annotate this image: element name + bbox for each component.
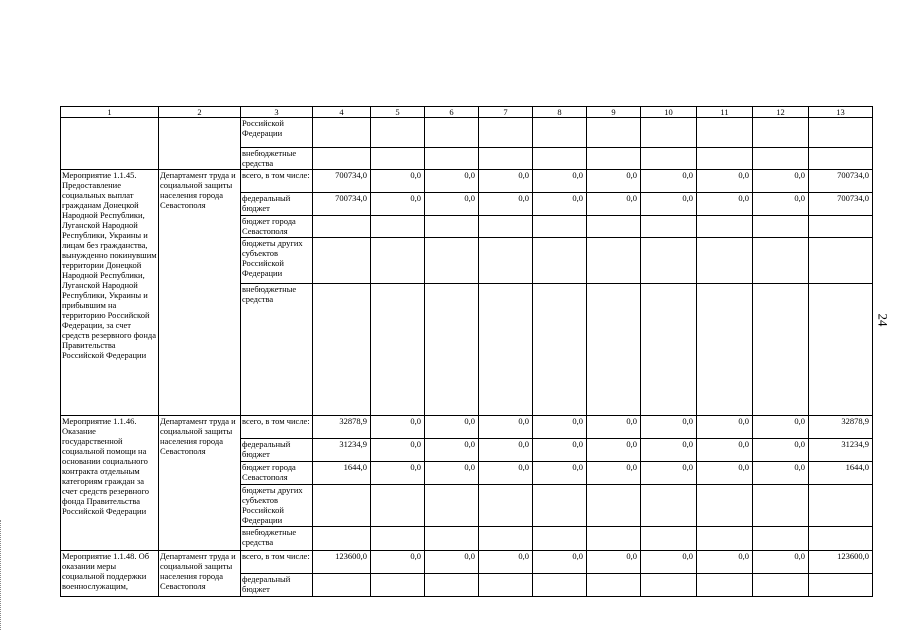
value-cell: 0,0 [641,462,697,485]
header-cell: 3 [241,107,313,118]
header-cell: 5 [371,107,425,118]
value-cell: 0,0 [753,416,809,439]
value-cell [587,574,641,597]
value-cell: 32878,9 [313,416,371,439]
value-cell: 32878,9 [809,416,873,439]
value-cell: 0,0 [753,439,809,462]
value-cell [479,238,533,284]
value-cell [641,148,697,170]
value-cell [809,485,873,527]
value-cell [425,238,479,284]
scan-margin-mark [0,520,3,630]
value-cell: 0,0 [753,193,809,216]
value-cell [809,284,873,416]
header-cell: 9 [587,107,641,118]
value-cell: 0,0 [587,462,641,485]
value-cell: 0,0 [753,551,809,574]
value-cell [641,118,697,148]
value-cell [697,118,753,148]
value-cell [533,118,587,148]
value-cell: 31234,9 [809,439,873,462]
table-row [61,170,873,193]
value-cell [697,485,753,527]
value-cell [587,148,641,170]
value-cell: 0,0 [697,193,753,216]
value-cell [533,238,587,284]
dept-cell: Департамент труда и социальной защиты населения города Севастополя [159,551,241,597]
value-cell: 0,0 [479,551,533,574]
budget-table [60,106,873,597]
value-cell: 0,0 [533,193,587,216]
value-cell: 0,0 [425,439,479,462]
value-cell: 0,0 [587,551,641,574]
value-cell [479,148,533,170]
value-cell [809,118,873,148]
value-cell [641,216,697,238]
value-cell [533,148,587,170]
value-cell [809,238,873,284]
source-cell: федеральный бюджет [241,439,313,462]
value-cell [753,284,809,416]
value-cell: 0,0 [587,416,641,439]
value-cell [479,284,533,416]
value-cell [809,527,873,551]
value-cell [425,284,479,416]
value-cell: 0,0 [479,439,533,462]
header-cell: 6 [425,107,479,118]
value-cell [697,216,753,238]
source-cell: бюджеты других субъектов Российской Федерации [241,485,313,527]
value-cell: 0,0 [425,462,479,485]
value-cell [313,485,371,527]
value-cell: 0,0 [641,416,697,439]
measure-cell: Мероприятие 1.1.46. Оказание государственной социальной помощи на основании социального контракта отдельным категориям граждан за счет средств резервного фонда Правительства Российской Федерации [61,416,159,551]
value-cell [809,574,873,597]
value-cell [753,118,809,148]
value-cell [641,284,697,416]
value-cell: 0,0 [641,439,697,462]
header-cell: 4 [313,107,371,118]
value-cell [479,574,533,597]
value-cell: 1644,0 [313,462,371,485]
value-cell: 0,0 [371,170,425,193]
value-cell: 0,0 [533,462,587,485]
value-cell [425,527,479,551]
value-cell [425,216,479,238]
source-cell: внебюджетные средства [241,148,313,170]
value-cell: 0,0 [425,170,479,193]
value-cell [533,284,587,416]
value-cell [425,485,479,527]
measure-cell [61,118,159,170]
source-cell: бюджет города Севастополя [241,462,313,485]
header-cell: 11 [697,107,753,118]
value-cell [371,284,425,416]
header-cell: 2 [159,107,241,118]
value-cell: 0,0 [533,416,587,439]
value-cell [371,485,425,527]
value-cell [533,216,587,238]
dept-cell: Департамент труда и социальной защиты населения города Севастополя [159,170,241,416]
header-cell: 1 [61,107,159,118]
header-cell: 8 [533,107,587,118]
value-cell [641,485,697,527]
value-cell: 0,0 [479,416,533,439]
value-cell: 0,0 [697,170,753,193]
table-row [61,416,873,439]
value-cell: 123600,0 [313,551,371,574]
value-cell [697,527,753,551]
continuation-row [61,118,873,148]
value-cell [371,148,425,170]
value-cell: 0,0 [425,416,479,439]
dept-cell: Департамент труда и социальной защиты населения города Севастополя [159,416,241,551]
source-cell: бюджет города Севастополя [241,216,313,238]
value-cell: 0,0 [371,439,425,462]
value-cell [587,238,641,284]
value-cell [425,148,479,170]
source-cell: Российской Федерации [241,118,313,148]
source-cell: всего, в том числе: [241,170,313,193]
value-cell: 0,0 [425,551,479,574]
value-cell [641,238,697,284]
value-cell [313,216,371,238]
value-cell: 0,0 [425,193,479,216]
value-cell [313,284,371,416]
value-cell [425,574,479,597]
value-cell [753,574,809,597]
value-cell [587,118,641,148]
value-cell: 700734,0 [313,193,371,216]
value-cell [753,238,809,284]
value-cell [313,574,371,597]
header-cell: 12 [753,107,809,118]
value-cell: 0,0 [587,439,641,462]
value-cell [371,216,425,238]
value-cell: 0,0 [587,193,641,216]
value-cell: 0,0 [697,416,753,439]
value-cell [587,485,641,527]
value-cell [313,148,371,170]
value-cell [533,485,587,527]
source-cell: бюджеты других субъектов Российской Федерации [241,238,313,284]
value-cell: 0,0 [371,551,425,574]
header-row [61,107,873,118]
value-cell: 0,0 [371,416,425,439]
value-cell [587,527,641,551]
value-cell [313,527,371,551]
value-cell [479,216,533,238]
measure-cell: Мероприятие 1.1.48. Об оказании меры социальной поддержки военнослужащим, [61,551,159,597]
source-cell: всего, в том числе: [241,416,313,439]
value-cell: 0,0 [371,193,425,216]
value-cell: 0,0 [697,439,753,462]
value-cell [697,148,753,170]
page-number: 24 [875,313,891,327]
source-cell: федеральный бюджет [241,574,313,597]
value-cell [425,118,479,148]
value-cell [753,148,809,170]
value-cell [587,216,641,238]
value-cell [479,485,533,527]
source-cell: всего, в том числе: [241,551,313,574]
header-cell: 10 [641,107,697,118]
dept-cell [159,118,241,170]
value-cell [809,148,873,170]
value-cell: 31234,9 [313,439,371,462]
value-cell [533,574,587,597]
value-cell [697,574,753,597]
value-cell: 0,0 [479,193,533,216]
value-cell: 0,0 [587,170,641,193]
value-cell [697,238,753,284]
value-cell: 0,0 [371,462,425,485]
header-cell: 13 [809,107,873,118]
value-cell [533,527,587,551]
value-cell: 123600,0 [809,551,873,574]
value-cell [753,216,809,238]
value-cell: 0,0 [753,462,809,485]
value-cell [371,238,425,284]
value-cell [371,574,425,597]
measure-cell: Мероприятие 1.1.45. Предоставление социальных выплат гражданам Донецкой Народной Республики, Луганской Народной Республики, Украины и лицам без гражданства, вынужденно покинувшим территории Донецкой Народной Республики, Луганской Народной Республики, Украины и прибывшим на территорию Российской Федерации, за счет средств резервного фонда Правительства Российской Федерации [61,170,159,416]
source-cell: федеральный бюджет [241,193,313,216]
value-cell [753,485,809,527]
value-cell [479,527,533,551]
value-cell [371,118,425,148]
value-cell: 0,0 [753,170,809,193]
value-cell: 0,0 [697,551,753,574]
value-cell [313,118,371,148]
value-cell: 700734,0 [809,170,873,193]
source-cell: внебюджетные средства [241,527,313,551]
value-cell [753,527,809,551]
value-cell: 0,0 [533,170,587,193]
value-cell: 0,0 [697,462,753,485]
value-cell: 0,0 [641,551,697,574]
value-cell: 0,0 [533,551,587,574]
value-cell: 1644,0 [809,462,873,485]
value-cell: 0,0 [641,193,697,216]
header-cell: 7 [479,107,533,118]
value-cell: 0,0 [479,462,533,485]
value-cell: 0,0 [641,170,697,193]
value-cell [641,527,697,551]
value-cell [479,118,533,148]
source-cell: внебюджетные средства [241,284,313,416]
value-cell [641,574,697,597]
value-cell: 0,0 [533,439,587,462]
value-cell [697,284,753,416]
value-cell [371,527,425,551]
table-row [61,551,873,574]
value-cell: 700734,0 [809,193,873,216]
value-cell [313,238,371,284]
value-cell: 700734,0 [313,170,371,193]
value-cell [809,216,873,238]
value-cell [587,284,641,416]
value-cell: 0,0 [479,170,533,193]
